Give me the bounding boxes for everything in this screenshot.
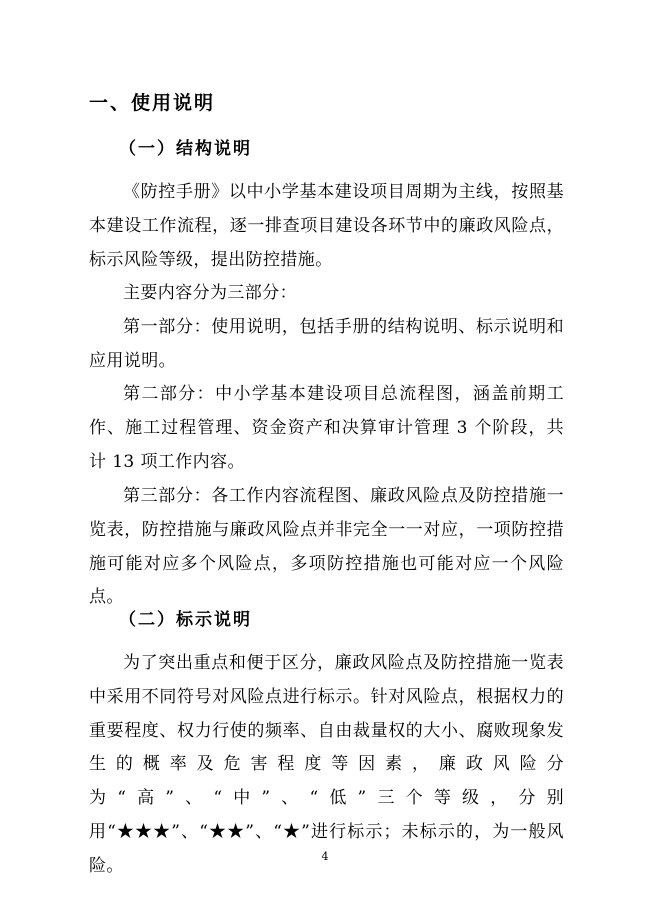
paragraph-part-one: 第一部分：使用说明，包括手册的结构说明、标示说明和应用说明。 [89,317,564,371]
section-heading: 一、使用说明 [89,92,216,114]
paragraph-part-three: 第三部分：各工作内容流程图、廉政风险点及防控措施一览表，防控措施与廉政风险点并非完全一一对应，一项防控措施可能对应多个风险点，多项防控措施也可能对应一个风险点。 [89,486,564,608]
paragraph-parts-summary: 主要内容分为三部分： [123,283,297,303]
paragraph-part-two: 第二部分：中小学基本建设项目总流程图，涵盖前期工作、施工过程管理、资金资产和决算审计管理 3 个阶段，共计 13 项工作内容。 [89,384,564,472]
subsection-heading-structure: （一）结构说明 [119,139,252,159]
paragraph-intro: 《防控手册》以中小学基本建设项目周期为主线，按照基本建设工作流程，逐一排查项目建设各环节中的廉政风险点，标示风险等级，提出防控措施。 [89,182,564,270]
page-number: 4 [321,850,329,863]
paragraph-marking: 为了突出重点和便于区分，廉政风险点及防控措施一览表中采用不同符号对风险点进行标示。针对风险点，根据权力的重要程度、权力行使的频率、自由裁量权的大小、腐败现象发生的概率及危害程度等因素，廉政风险分为“高”、“中”、“低”三个等级，分别用“★★★”、“★★”、“★”进行标示；未标示的，为一般风险。 [89,653,564,876]
subsection-heading-marking: （二）标示说明 [119,610,252,630]
